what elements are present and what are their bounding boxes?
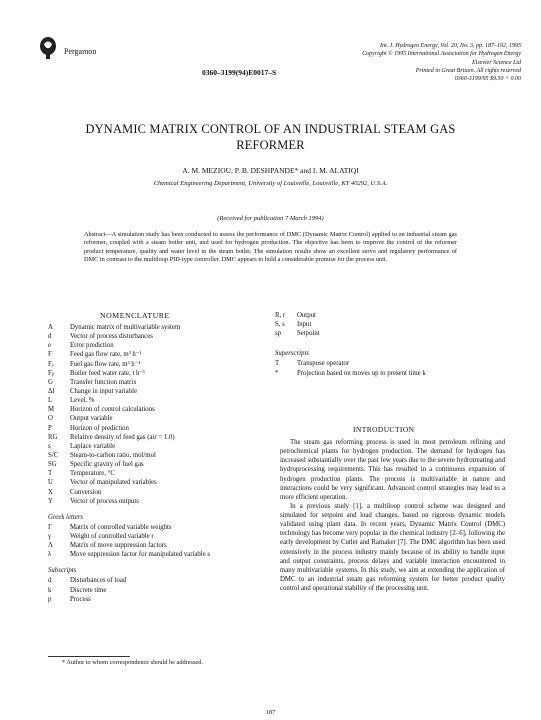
subscript-entry — [48, 586, 280, 595]
journal-line: Printed in Great Britain. All rights reserved — [415, 67, 521, 74]
nomenclature-entry — [48, 405, 280, 414]
symbol-description: Discrete time — [70, 586, 107, 594]
symbol: T — [275, 360, 280, 368]
symbol-description: Move suppression factor for manipulated variable s — [70, 551, 211, 559]
greek-letters-heading: Greek letters — [48, 513, 84, 521]
symbol: Fᵦ — [48, 369, 54, 377]
nomenclature-entry — [48, 350, 280, 359]
symbol: U — [48, 479, 53, 487]
subscripts-heading: Subscripts — [48, 567, 77, 575]
publisher-name: Pergamon — [64, 47, 97, 56]
introduction-body — [280, 438, 505, 593]
journal-line: 0360-3199/95 $9.50 + 0.00 — [454, 76, 521, 83]
received-date: (Received for publication 7 March 1994) — [217, 215, 324, 222]
nomenclature-entry — [48, 387, 280, 396]
nomenclature-entry — [48, 414, 280, 423]
symbol: s — [48, 442, 51, 450]
abstract: Abstract—A simulation study has been conducted to assess the performance of DMC (Dynamic Matrix Control) applied to an industrial steam gas reformer, coupled with a steam boiler unit, and used for hydrogen production. The objective has been to improve the control of the reformer product temperature, quality and water level in the steam boiler. The simulation results show an excellent servo and regulatory performance of DMC in contrast to the multiloop PID-type controller. DMC appears to hold a considerable promise for the process unit. — [84, 231, 457, 264]
journal-line: Int. J. Hydrogen Energy, Vol. 20, No. 3, pp. 187–192, 1995 — [379, 43, 521, 49]
nomenclature-entry — [48, 442, 280, 451]
symbol-description: Level, % — [70, 397, 95, 405]
symbol-description: Disturbances of load — [70, 577, 127, 585]
greek-entry — [48, 532, 280, 541]
symbol-description: Laplace variable — [70, 442, 116, 450]
symbol: RG — [48, 433, 58, 441]
symbol-description: Weight of controlled variable r — [70, 532, 154, 540]
symbol-description: Output — [297, 312, 316, 319]
symbol-description: Vector of manipulated variables — [70, 479, 157, 487]
symbol-description: Specific gravity of fuel gas — [70, 461, 144, 469]
symbol: O — [48, 415, 53, 423]
symbol: k — [48, 586, 52, 594]
symbol-description: Matrix of controlled variable weights — [70, 523, 172, 531]
symbol-description: Steam-to-carbon ratio, mol/mol — [70, 451, 156, 459]
symbol-description: Fuel gas flow rate, m³ h⁻¹ — [70, 360, 141, 368]
affiliation: Chemical Engineering Department, University of Louisville, Louisville, KY 40292, U.S.A. — [153, 180, 388, 187]
symbol: R, r — [275, 312, 286, 319]
symbol-description: Transfer function matrix — [70, 378, 137, 386]
footnote-rule — [48, 656, 130, 657]
symbol-description: Relative density of feed gas (air = 1.0) — [70, 433, 175, 441]
nomenclature-entry — [48, 360, 280, 369]
greek-entry — [48, 523, 280, 532]
nomenclature-entry — [48, 497, 280, 506]
nomenclature-entry — [48, 396, 280, 405]
symbol-description: Dynamic matrix of multivariable system — [70, 324, 181, 331]
symbol: d — [48, 333, 52, 341]
article-code: 0360–3199(94)E0017–S — [202, 68, 277, 77]
symbol-description: Vector of process outputs — [70, 497, 139, 505]
nomenclature-entry — [48, 341, 280, 350]
symbol: γ — [48, 532, 52, 540]
symbol-description: Horizon of control calculations — [70, 406, 155, 414]
symbol-description: Transpose operator — [297, 360, 350, 368]
footnote: * Author to whom correspondence should be addressed. — [62, 659, 203, 666]
nomenclature-entry — [48, 460, 280, 469]
symbol: A — [48, 324, 53, 331]
nomenclature-entry — [48, 478, 280, 487]
symbol: SG — [48, 461, 57, 469]
authors: A. M. MEZIOU, P. B. DESHPANDE* and I. M. ALATIQI — [182, 166, 359, 175]
symbol: ΔI — [48, 387, 55, 395]
journal-line: Elsevier Science Ltd — [472, 59, 521, 66]
publisher-logo — [38, 36, 58, 60]
journal-citation — [306, 42, 521, 83]
symbol-description: Change in input variable — [70, 387, 138, 395]
symbol: L — [48, 397, 53, 405]
symbol: Λ — [48, 542, 53, 550]
subscript-entry — [48, 595, 280, 604]
symbol: λ — [48, 551, 52, 559]
nomenclature-entry — [48, 433, 280, 442]
symbol-description: Boiler feed water rate, t h⁻¹ — [70, 369, 146, 377]
nomenclature-entry — [48, 332, 280, 341]
symbol-description: Projection based on moves up to present time k — [297, 369, 426, 377]
page-number: 187 — [265, 709, 276, 716]
nomenclature-list — [48, 323, 280, 604]
symbol-description: Matrix of move suppression factors — [70, 542, 167, 550]
greek-entry — [48, 550, 280, 559]
nomenclature-title: NOMENCLATURE — [100, 311, 170, 320]
symbol: P — [48, 424, 52, 432]
nomenclature-entry — [48, 451, 280, 460]
greek-entry — [48, 541, 280, 550]
symbol: S/C — [48, 451, 59, 459]
symbol: F — [48, 351, 52, 359]
symbol: sp — [275, 330, 282, 338]
nomenclature-entry — [48, 369, 280, 378]
symbol: S, s — [275, 321, 285, 329]
symbol: * — [275, 369, 279, 377]
symbol: T — [48, 470, 53, 478]
symbol-description: Feed gas flow rate, m³ h⁻¹ — [70, 351, 142, 359]
symbol-description: Vector of process disturbances — [70, 333, 153, 341]
symbol: e — [48, 342, 52, 350]
symbol: Fₐ — [48, 360, 54, 368]
symbol: Y — [48, 497, 53, 505]
paper-title: DYNAMIC MATRIX CONTROL OF AN INDUSTRIAL STEAM GAS REFORMER — [85, 122, 456, 152]
subscript-entry — [275, 320, 505, 329]
nomenclature-entry — [48, 424, 280, 433]
symbol: d — [48, 577, 52, 585]
symbol-description: Conversion — [70, 488, 102, 496]
nomenclature-entry — [48, 469, 280, 478]
symbol-description: Input — [297, 321, 312, 329]
nomenclature-entry — [48, 488, 280, 497]
symbol: G — [48, 378, 53, 386]
introduction-paragraph: The steam gas reforming process is used in most petroleum refining and petrochemical plants for hydrogen production. The demand for hydrogen has increased substantially over the past few years due to the severe hydrotreating and hydroprocessing requirements. This has resulted in a continuous expansion of hydrogen production plants. The process is multivariable in nature and interactions could be very significant. Advanced control strategies may lead to a more efficient operation. — [280, 439, 505, 501]
superscript-entry — [275, 359, 505, 368]
symbol: M — [48, 406, 55, 414]
symbol-description: Horizon of prediction — [70, 424, 129, 432]
nomenclature-entry — [48, 378, 280, 387]
symbol-description: Error prediction — [70, 342, 114, 350]
symbol: X — [48, 488, 53, 496]
symbol-description: Setpoint — [297, 330, 320, 338]
nomenclature-continued — [275, 311, 505, 378]
symbol: p — [48, 595, 52, 603]
subscript-entry — [48, 576, 280, 585]
superscript-entry — [275, 369, 505, 378]
subscript-entry — [275, 311, 505, 320]
subscript-entry — [275, 329, 505, 338]
symbol-description: Temperature, °C — [70, 470, 115, 478]
superscripts-heading: Superscripts — [275, 350, 309, 358]
introduction-paragraph: In a previous study [1], a multiloop control scheme was designed and simulated for setpoint and load changes, based on rigorous dynamic models validated using plant data. In recent years, Dynamic Matrix Control (DMC) technology has become very popular in the chemical industry [2–6], following the early development by Cutler and Ramaker [7]. The DMC algorithm has been used extensively in the process industry mainly because of its ability to handle input and output constraints, process delays and variable interaction encountered in many multivariable systems. In this study, we aim at extending the application of DMC to an industrial steam gas reforming system for better product quality control and operational stability of the processing unit. — [280, 502, 505, 592]
symbol-description: Process — [70, 595, 91, 603]
nomenclature-entry — [48, 323, 280, 332]
symbol-description: Output variable — [70, 415, 113, 423]
introduction-heading: INTRODUCTION — [353, 425, 415, 434]
journal-line: Copyright © 1995 International Association for Hydrogen Energy — [362, 51, 521, 58]
symbol: Γ — [48, 523, 52, 531]
